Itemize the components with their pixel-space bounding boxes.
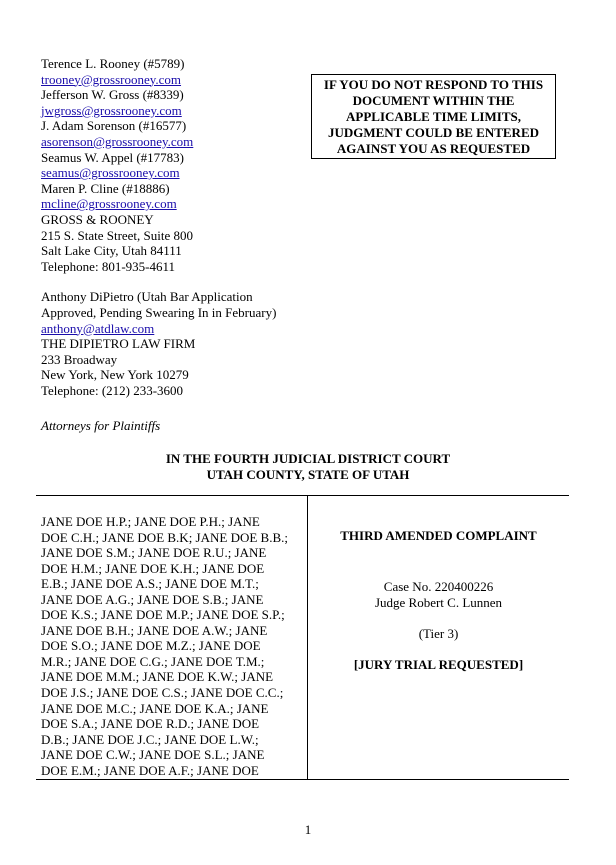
party-line: DOE J.S.; JANE DOE C.S.; JANE DOE C.C.;: [41, 685, 284, 701]
notice-line: AGAINST YOU AS REQUESTED: [336, 141, 531, 156]
counsel-line: Telephone: (212) 233-3600: [41, 382, 184, 398]
notice-line: JUDGMENT COULD BE ENTERED: [327, 125, 540, 140]
email-link[interactable]: seamus@grossrooney.com: [41, 165, 180, 181]
counsel-line: Telephone: 801-935-4611: [41, 258, 175, 274]
counsel-block-dipietro: [41, 289, 276, 398]
counsel-line: J. Adam Sorenson (#16577): [41, 118, 187, 134]
assigned-judge: Judge Robert C. Lunnen: [374, 595, 503, 610]
party-line: DOE S.O.; JANE DOE M.Z.; JANE DOE: [41, 638, 261, 654]
counsel-line: Anthony DiPietro (Utah Bar Application: [41, 289, 253, 305]
party-line: JANE DOE S.M.; JANE DOE R.U.; JANE: [41, 545, 267, 561]
response-notice-box: [311, 74, 556, 159]
tier-designation: (Tier 3): [418, 626, 459, 641]
counsel-line: Maren P. Cline (#18886): [41, 180, 170, 196]
party-line: JANE DOE M.M.; JANE DOE K.W.; JANE: [41, 669, 274, 685]
counsel-line: Salt Lake City, Utah 84111: [41, 243, 182, 259]
caption-top-rule: [36, 495, 569, 496]
page-number: 1: [304, 822, 312, 837]
email-link[interactable]: mcline@grossrooney.com: [41, 196, 177, 212]
counsel-line: Approved, Pending Swearing In in February): [41, 304, 277, 320]
counsel-line: Seamus W. Appel (#17783): [41, 149, 184, 165]
caption-right-column: [308, 528, 569, 673]
party-line: DOE S.A.; JANE DOE R.D.; JANE DOE: [41, 716, 260, 732]
party-line: DOE H.M.; JANE DOE K.H.; JANE DOE: [41, 560, 265, 576]
party-line: D.B.; JANE DOE J.C.; JANE DOE L.W.;: [41, 731, 259, 747]
counsel-block-gross-rooney: [41, 56, 276, 274]
party-line: JANE DOE B.H.; JANE DOE A.W.; JANE: [41, 622, 268, 638]
party-line: E.B.; JANE DOE A.S.; JANE DOE M.T.;: [41, 576, 259, 592]
notice-line: DOCUMENT WITHIN THE: [352, 93, 515, 108]
counsel-line: 233 Broadway: [41, 351, 118, 367]
party-line: DOE E.M.; JANE DOE A.F.; JANE DOE: [41, 762, 259, 778]
counsel-block: [41, 56, 276, 398]
notice-line: APPLICABLE TIME LIMITS,: [346, 109, 521, 124]
party-line: DOE K.S.; JANE DOE M.P.; JANE DOE S.P.;: [41, 607, 285, 623]
counsel-line: Terence L. Rooney (#5789): [41, 56, 185, 71]
counsel-line: Jefferson W. Gross (#8339): [41, 87, 184, 103]
email-link[interactable]: jwgross@grossrooney.com: [41, 102, 182, 118]
counsel-line: THE DIPIETRO LAW FIRM: [41, 336, 196, 352]
email-link[interactable]: anthony@atdlaw.com: [41, 320, 155, 336]
counsel-line: GROSS & ROONEY: [41, 211, 154, 227]
counsel-line: New York, New York 10279: [41, 367, 189, 383]
notice-line: IF YOU DO NOT RESPOND TO THIS: [323, 77, 544, 92]
attorneys-for-plaintiffs: Attorneys for Plaintiffs: [41, 418, 161, 433]
party-line: JANE DOE H.P.; JANE DOE P.H.; JANE: [41, 514, 260, 529]
court-heading: [0, 451, 616, 483]
counsel-line: 215 S. State Street, Suite 800: [41, 227, 194, 243]
case-number: Case No. 220400226: [383, 579, 494, 594]
party-line: M.R.; JANE DOE C.G.; JANE DOE T.M.;: [41, 653, 265, 669]
document-title: THIRD AMENDED COMPLAINT: [340, 528, 537, 543]
email-link[interactable]: asorenson@grossrooney.com: [41, 133, 194, 149]
court-heading-line: UTAH COUNTY, STATE OF UTAH: [206, 467, 410, 482]
caption-bottom-rule: [36, 779, 569, 780]
jury-demand: [JURY TRIAL REQUESTED]: [353, 657, 524, 672]
party-line: DOE C.H.; JANE DOE B.K; JANE DOE B.B.;: [41, 529, 288, 545]
party-line: JANE DOE A.G.; JANE DOE S.B.; JANE: [41, 591, 264, 607]
party-line: JANE DOE M.C.; JANE DOE K.A.; JANE: [41, 700, 269, 716]
party-line: JANE DOE C.W.; JANE DOE S.L.; JANE: [41, 747, 265, 763]
party-list: [41, 514, 301, 778]
court-heading-line: IN THE FOURTH JUDICIAL DISTRICT COURT: [165, 451, 451, 466]
spacer: [41, 274, 276, 289]
email-link[interactable]: trooney@grossrooney.com: [41, 71, 182, 87]
